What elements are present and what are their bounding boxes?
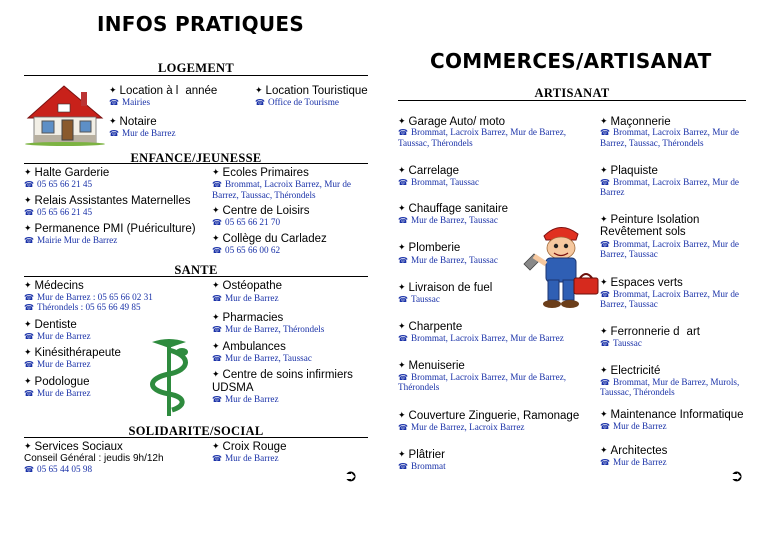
phone-icon: ☎ [212,294,222,303]
bullet-icon: ✦ [212,312,220,322]
item-electricite: ✦ Electricité [600,365,661,377]
bullet-icon: ✦ [398,242,406,252]
item-services-sociaux-sub: ☎ 05 65 44 05 98 [24,464,93,474]
bullet-icon: ✦ [600,277,608,287]
item-pharmacies: ✦ Pharmacies [212,312,284,324]
next-page-arrow-icon: ➲ [730,466,744,485]
phone-icon: ☎ [398,128,408,137]
item-notaire: ✦ Notaire [109,116,157,128]
phone-icon: ☎ [398,462,408,471]
item-chauffage-sub: ☎ Mur de Barrez, Taussac [398,215,498,225]
item-halte-garderie-sub: ☎ 05 65 66 21 45 [24,179,93,189]
house-illustration [22,80,108,146]
phone-icon: ☎ [600,339,610,348]
item-ferronnerie-sub: ☎ Taussac [600,338,642,348]
bullet-icon: ✦ [212,167,220,177]
bullet-icon: ✦ [398,203,406,213]
bullet-icon: ✦ [24,319,32,329]
bullet-icon: ✦ [398,449,406,459]
phone-icon: ☎ [24,180,34,189]
item-centre-soins: ✦ Centre de soins infirmiers [212,369,353,381]
item-plomberie: ✦ Plomberie [398,242,461,254]
item-platrier-sub: ☎ Brommat [398,461,446,471]
bullet-icon: ✦ [109,85,117,95]
phone-icon: ☎ [24,360,34,369]
item-plomberie-sub: ☎ Mur de Barrez, Taussac [398,255,498,265]
item-notaire-sub: ☎ Mur de Barrez [109,128,176,138]
bullet-icon: ✦ [109,116,117,126]
item-location-touristique: ✦ Location Touristique [255,85,368,97]
bullet-icon: ✦ [600,445,608,455]
item-permanence-pmi: ✦ Permanence PMI (Puériculture) [24,223,196,235]
phone-icon: ☎ [24,303,34,312]
item-ferronnerie: ✦ Ferronnerie dart [600,326,700,338]
bullet-icon: ✦ [212,280,220,290]
item-centre-loisirs: ✦ Centre de Loisirs [212,205,310,217]
item-espaces-verts-sub: ☎ Brommat, Lacroix Barrez, Mur de [600,289,739,299]
item-garage-sub2: Taussac, Thérondels [398,138,473,148]
item-ecoles-primaires-sub: ☎ Brommat, Lacroix Barrez, Mur de [212,179,351,189]
phone-icon: ☎ [24,332,34,341]
phone-icon: ☎ [600,178,610,187]
item-halte-garderie: ✦ Halte Garderie [24,167,110,179]
item-maintenance-informatique-sub: ☎ Mur de Barrez [600,421,667,431]
item-relais-assistantes: ✦ Relais Assistantes Maternelles [24,195,191,207]
item-medecins-sub2: ☎ Thérondels : 05 65 66 49 85 [24,302,141,312]
phone-icon: ☎ [600,422,610,431]
item-peinture: ✦ Peinture Isolation [600,214,700,226]
phone-icon: ☎ [600,458,610,467]
item-college-carladez-sub: ☎ 05 65 66 00 62 [212,245,281,255]
item-location-annee-sub: ☎ Mairies [109,97,151,107]
item-carrelage-sub: ☎ Brommat, Taussac [398,177,480,187]
bullet-icon: ✦ [24,441,32,451]
phone-icon: ☎ [255,98,265,107]
left-page-title: INFOS PRATIQUES [97,12,305,36]
bullet-icon: ✦ [24,347,32,357]
phone-icon: ☎ [24,389,34,398]
divider [24,75,368,76]
item-architectes-sub: ☎ Mur de Barrez [600,457,667,467]
bullet-icon: ✦ [212,341,220,351]
phone-icon: ☎ [212,454,222,463]
item-permanence-pmi-sub: ☎ Mairie Mur de Barrez [24,235,118,245]
item-dentiste-sub: ☎ Mur de Barrez [24,331,91,341]
item-ambulances: ✦ Ambulances [212,341,286,353]
next-page-arrow-icon: ➲ [344,466,358,485]
item-plaquiste-sub: ☎ Brommat, Lacroix Barrez, Mur de [600,177,739,187]
item-osteopathe-sub: ☎ Mur de Barrez [212,293,279,303]
phone-icon: ☎ [398,256,408,265]
item-garage: ✦ Garage Auto/ moto [398,116,506,128]
bullet-icon: ✦ [600,214,608,224]
divider [24,437,368,438]
bullet-icon: ✦ [600,116,608,126]
item-chauffage: ✦ Chauffage sanitaire [398,203,509,215]
bullet-icon: ✦ [600,409,608,419]
item-espaces-verts-sub2: Barrez, Taussac [600,299,658,309]
item-services-sociaux: ✦ Services Sociaux [24,441,123,453]
item-kinesitherapeute: ✦ Kinésithérapeute [24,347,121,359]
item-peinture-sub2: Barrez, Taussac [600,249,658,259]
divider [398,100,746,101]
phone-icon: ☎ [600,290,610,299]
bullet-icon: ✦ [24,280,32,290]
item-centre-loisirs-sub: ☎ 05 65 66 21 70 [212,217,281,227]
caduceus-icon [134,336,204,418]
phone-icon: ☎ [24,208,34,217]
item-croix-rouge-sub: ☎ Mur de Barrez [212,453,279,463]
phone-icon: ☎ [398,373,408,382]
phone-icon: ☎ [212,218,222,227]
phone-icon: ☎ [398,216,408,225]
phone-icon: ☎ [212,395,222,404]
item-electricite-sub2: Taussac, Thérondels [600,387,675,397]
bullet-icon: ✦ [24,376,32,386]
bullet-icon: ✦ [212,441,220,451]
item-ambulances-sub: ☎ Mur de Barrez, Taussac [212,353,312,363]
bullet-icon: ✦ [212,369,220,379]
phone-icon: ☎ [109,129,119,138]
item-location-touristique-sub: ☎ Office de Tourisme [255,97,339,107]
item-centre-soins-sub: ☎ Mur de Barrez [212,394,279,404]
phone-icon: ☎ [212,246,222,255]
item-medecins-sub: ☎ Mur de Barrez : 05 65 66 02 31 [24,292,153,302]
phone-icon: ☎ [600,240,610,249]
item-centre-soins-line2: UDSMA [212,382,254,394]
item-croix-rouge: ✦ Croix Rouge [212,441,287,453]
section-logement-title: LOGEMENT [157,61,235,75]
item-garage-sub: ☎ Brommat, Lacroix Barrez, Mur de Barrez, [398,127,567,137]
item-pharmacies-sub: ☎ Mur de Barrez, Thérondels [212,324,325,334]
item-ecoles-primaires-sub2: Barrez, Taussac, Thérondels [212,190,316,200]
phone-icon: ☎ [212,325,222,334]
item-electricite-sub: ☎ Brommat, Mur de Barrez, Murols, [600,377,740,387]
phone-icon: ☎ [24,465,34,474]
item-charpente: ✦ Charpente [398,321,463,333]
section-artisanat-title: ARTISANAT [534,86,610,100]
item-maconnerie-sub: ☎ Brommat, Lacroix Barrez, Mur de [600,127,739,137]
section-sante-title: SANTE [174,263,218,277]
item-maconnerie-sub2: Barrez, Taussac, Thérondels [600,138,704,148]
item-maconnerie: ✦ Maçonnerie [600,116,671,128]
item-maintenance-informatique: ✦ Maintenance Informatique [600,409,744,421]
bullet-icon: ✦ [24,167,32,177]
item-livraison-fuel-sub: ☎ Taussac [398,294,440,304]
item-espaces-verts: ✦ Espaces verts [600,277,683,289]
item-plaquiste: ✦ Plaquiste [600,165,658,177]
item-plaquiste-sub2: Barrez [600,187,625,197]
phone-icon: ☎ [24,236,34,245]
bullet-icon: ✦ [212,233,220,243]
phone-icon: ☎ [398,423,408,432]
bullet-icon: ✦ [600,326,608,336]
item-couverture: ✦ Couverture Zinguerie, Ramonage [398,410,580,422]
section-solidarite-title: SOLIDARITE/SOCIAL [128,424,264,438]
item-ecoles-primaires: ✦ Ecoles Primaires [212,167,309,179]
item-menuiserie: ✦ Menuiserie [398,360,465,372]
bullet-icon: ✦ [398,321,406,331]
item-podologue-sub: ☎ Mur de Barrez [24,388,91,398]
item-relais-assistantes-sub: ☎ 05 65 66 21 45 [24,207,93,217]
phone-icon: ☎ [212,354,222,363]
item-peinture-sub: ☎ Brommat, Lacroix Barrez, Mur de [600,239,739,249]
divider [24,276,368,277]
bullet-icon: ✦ [255,85,263,95]
bullet-icon: ✦ [212,205,220,215]
item-architectes: ✦ Architectes [600,445,668,457]
phone-icon: ☎ [600,128,610,137]
bullet-icon: ✦ [398,282,406,292]
phone-icon: ☎ [600,378,610,387]
bullet-icon: ✦ [398,360,406,370]
item-medecins: ✦ Médecins [24,280,84,292]
item-charpente-sub: ☎ Brommat, Lacroix Barrez, Mur de Barrez [398,333,564,343]
phone-icon: ☎ [109,98,119,107]
divider [24,163,368,164]
bullet-icon: ✦ [24,195,32,205]
item-menuiserie-sub: ☎ Brommat, Lacroix Barrez, Mur de Barrez, [398,372,567,382]
item-couverture-sub: ☎ Mur de Barrez, Lacroix Barrez [398,422,525,432]
bullet-icon: ✦ [398,116,406,126]
bullet-icon: ✦ [398,165,406,175]
item-location-annee: ✦ Location à lannée [109,85,218,97]
bullet-icon: ✦ [600,165,608,175]
item-services-sociaux-note: Conseil Général : jeudis 9h/12h [24,453,164,464]
item-carrelage: ✦ Carrelage [398,165,460,177]
item-menuiserie-sub2: Thérondels [398,382,440,392]
item-platrier: ✦ Plâtrier [398,449,445,461]
item-peinture-line2: Revêtement sols [600,226,686,238]
section-enfance-title: ENFANCE/JEUNESSE [130,151,262,165]
phone-icon: ☎ [398,295,408,304]
bullet-icon: ✦ [24,223,32,233]
right-page-title: COMMERCES/ARTISANAT [430,49,712,73]
item-osteopathe: ✦ Ostéopathe [212,280,283,292]
item-podologue: ✦ Podologue [24,376,90,388]
phone-icon: ☎ [212,180,222,189]
phone-icon: ☎ [398,178,408,187]
item-dentiste: ✦ Dentiste [24,319,77,331]
worker-illustration [520,218,600,314]
bullet-icon: ✦ [398,410,406,420]
bullet-icon: ✦ [600,365,608,375]
item-kinesitherapeute-sub: ☎ Mur de Barrez [24,359,91,369]
phone-icon: ☎ [24,293,34,302]
item-livraison-fuel: ✦ Livraison de fuel [398,282,493,294]
item-college-carladez: ✦ Collège du Carladez [212,233,327,245]
phone-icon: ☎ [398,334,408,343]
